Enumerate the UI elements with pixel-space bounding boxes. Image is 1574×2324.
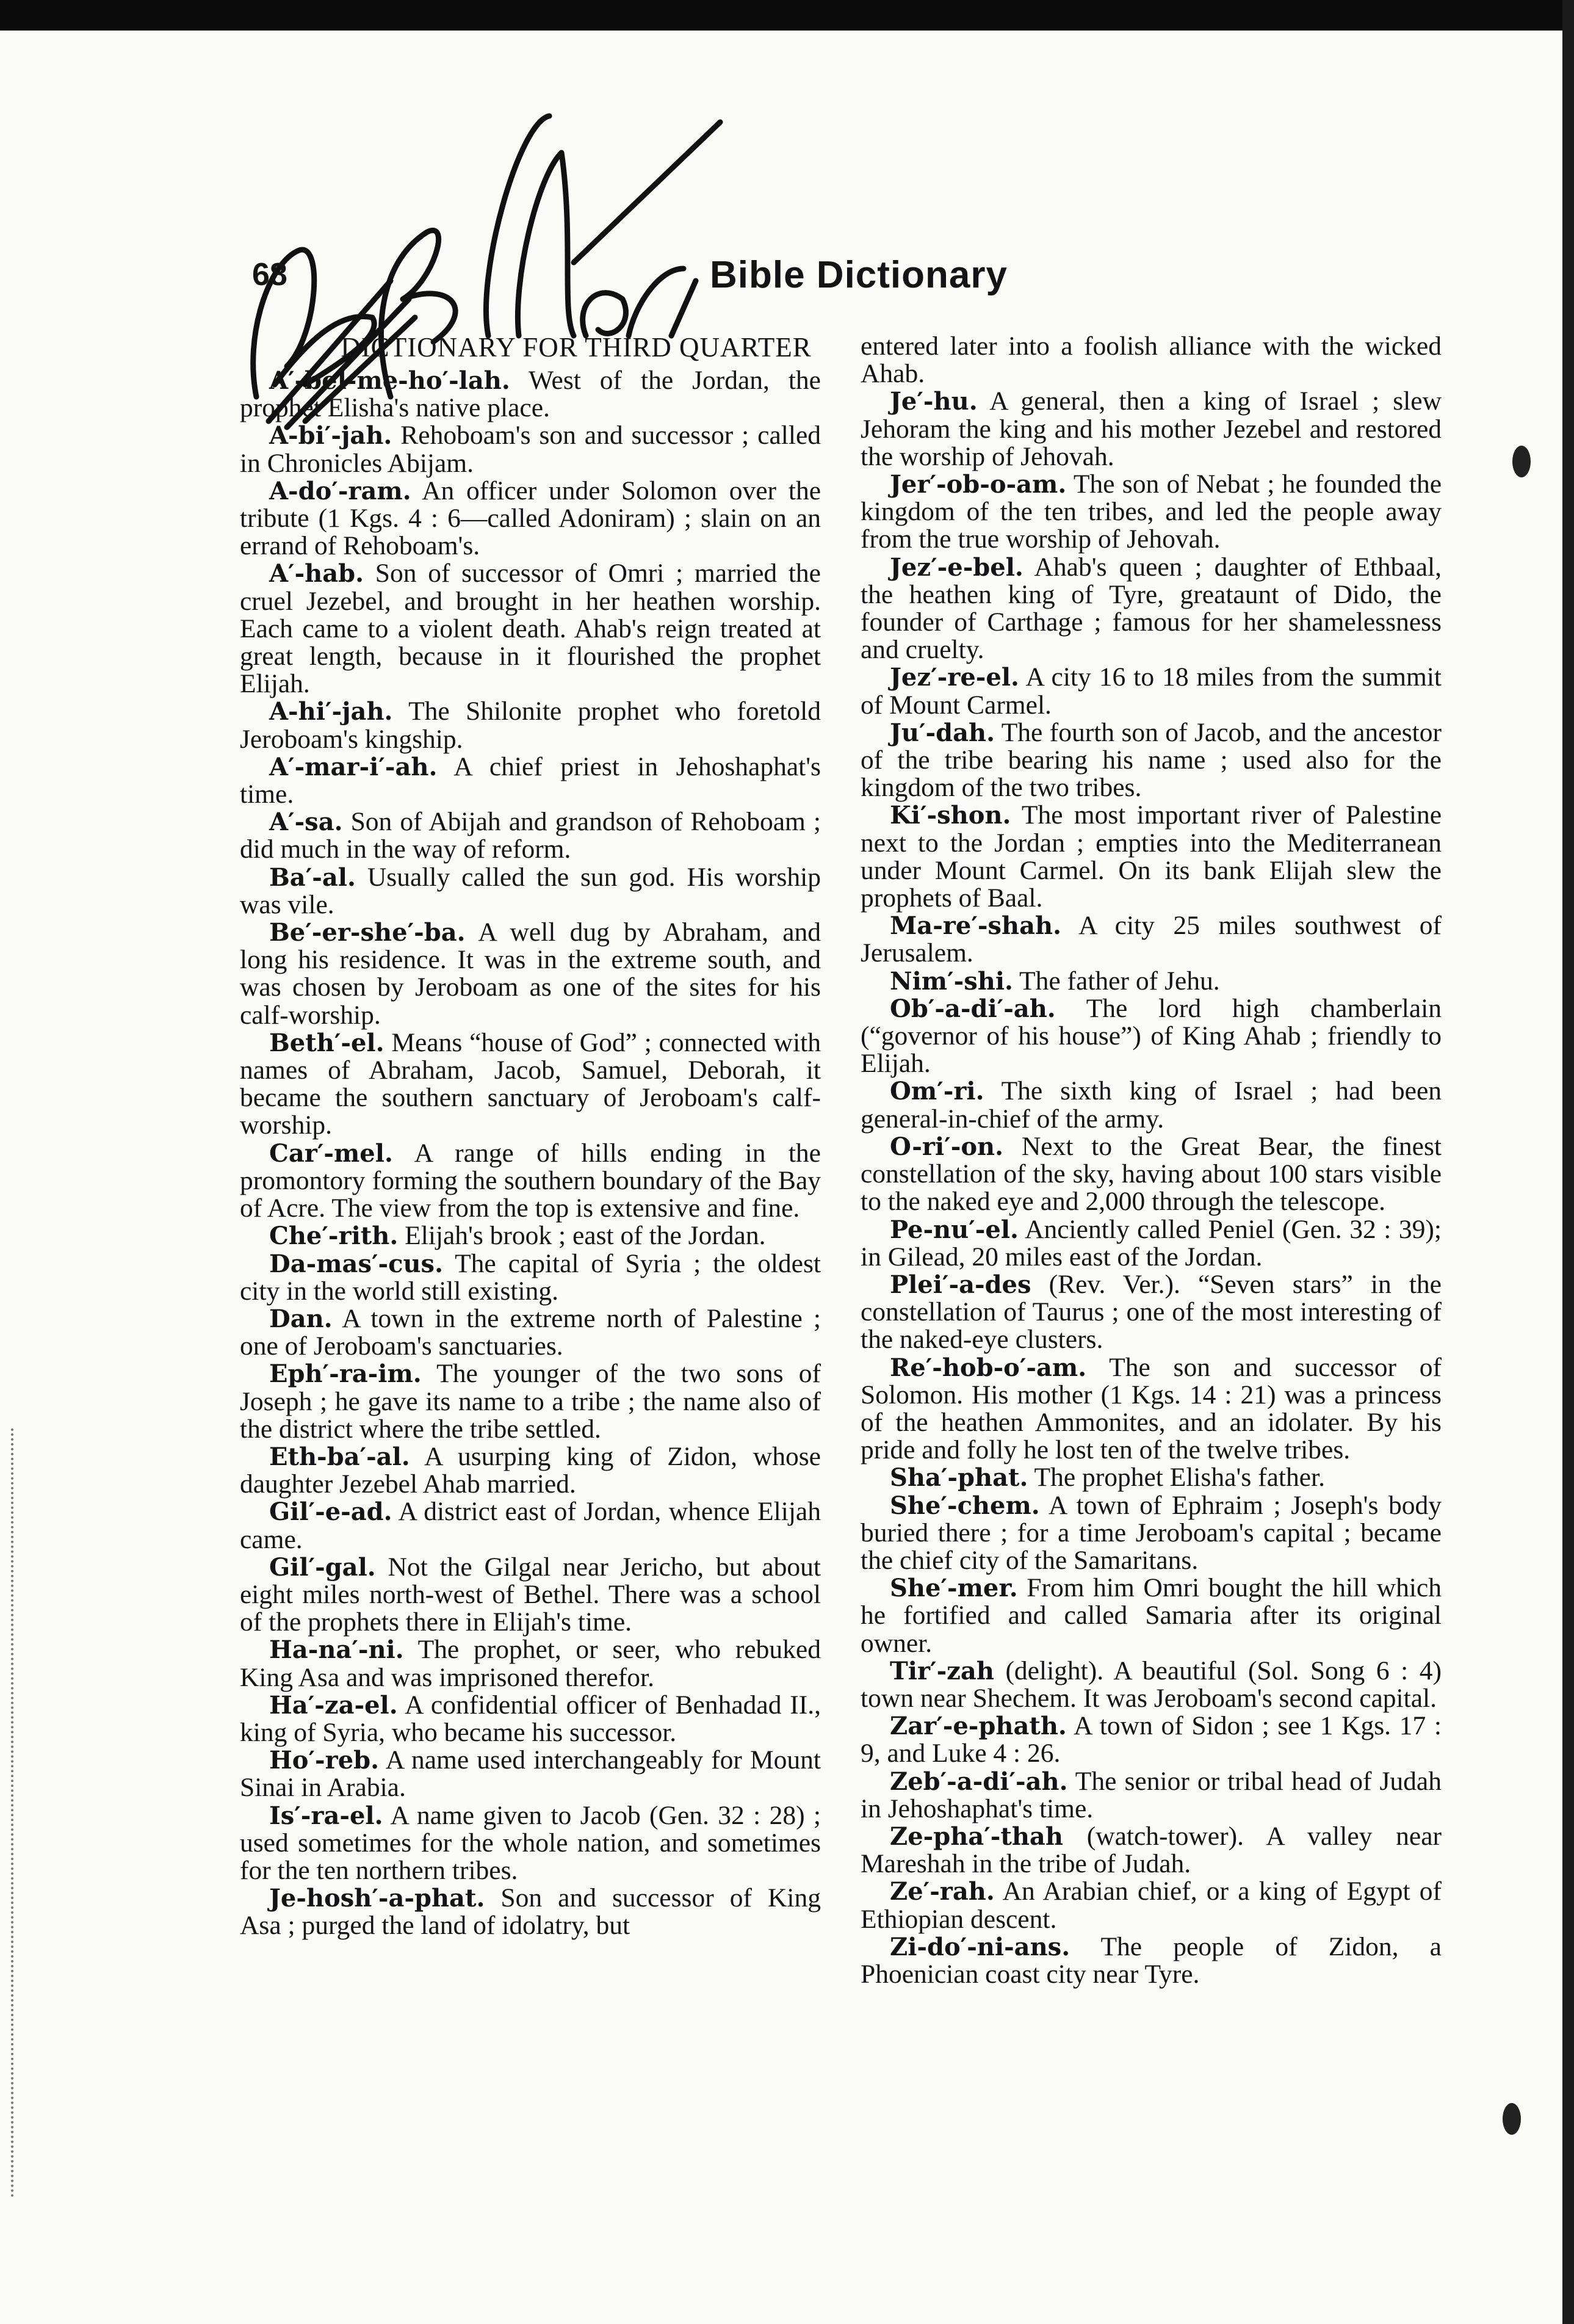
entry-headword: Jez′-re-el. — [890, 663, 1019, 692]
entry-headword: Sha′-phat. — [890, 1463, 1028, 1493]
dictionary-entry — [861, 995, 1442, 1078]
binding-hole-mark — [1503, 2103, 1521, 2135]
dictionary-entry — [240, 1360, 821, 1443]
section-heading: DICTIONARY FOR THIRD QUARTER — [341, 332, 812, 363]
dictionary-entry — [861, 1216, 1442, 1271]
entry-definition: The capital of Syria ; the oldest city in the world still existing. — [240, 1248, 821, 1306]
entry-headword: O-ri′-on. — [890, 1132, 1004, 1161]
entry-definition: West of the Jordan, the prophet Elisha's native place. — [240, 366, 821, 423]
dictionary-entry — [861, 471, 1442, 554]
dictionary-entry — [240, 560, 821, 698]
entry-headword: A′-hab. — [269, 559, 364, 588]
dictionary-entry — [861, 1574, 1442, 1657]
entry-headword: She′-chem. — [890, 1491, 1040, 1520]
entry-headword: Ha-na′-ni. — [269, 1635, 404, 1665]
entry-definition: The most important river of Palestine next to the Jordan ; empties into the Mediterranean under Mount Carmel. On its bank Elijah slew the prophets of Baal. — [861, 800, 1442, 913]
entry-headword: Beth′-el. — [269, 1028, 384, 1057]
dictionary-entry — [861, 912, 1442, 967]
entry-definition: A town of Ephraim ; Joseph's body buried there ; for a time Jeroboam's capital ; became the chief city of the Samaritans. — [861, 1490, 1442, 1575]
dictionary-entry — [240, 698, 821, 753]
dictionary-entry — [861, 1354, 1442, 1464]
entry-definition: The sixth king of Israel ; had been general-in-chief of the army. — [861, 1076, 1442, 1134]
entry-definition: The father of Jehu. — [1013, 966, 1220, 996]
entry-definition: From him Omri bought the hill which he fortified and called Samaria after its original owner. — [861, 1573, 1442, 1658]
running-head: Bible Dictionary — [710, 254, 1008, 296]
entry-definition: The fourth son of Jacob, and the ancestor of the tribe bearing his name ; used also for the kingdom of the two tribes. — [861, 717, 1442, 803]
entry-headword: Nim′-shi. — [890, 966, 1013, 996]
dictionary-entry — [861, 719, 1442, 802]
entry-definition: The Shilonite prophet who foretold Jeroboam's kingship. — [240, 697, 821, 754]
entry-headword: Da-mas′-cus. — [269, 1249, 443, 1278]
dictionary-entry — [861, 1464, 1442, 1491]
entry-headword: Jer′-ob-o-am. — [890, 470, 1067, 499]
dictionary-entry — [240, 808, 821, 863]
dictionary-entry — [240, 1140, 821, 1223]
dictionary-entry — [861, 554, 1442, 664]
dictionary-entry — [861, 1271, 1442, 1354]
entry-headword: Be′-er-she′-ba. — [269, 918, 466, 947]
entry-headword: She′-mer. — [890, 1574, 1018, 1603]
entry-definition: The senior or tribal head of Judah in Jehoshaphat's time. — [861, 1766, 1442, 1823]
dictionary-entry — [861, 1492, 1442, 1575]
dictionary-entry — [240, 1747, 821, 1801]
scan-top-border — [0, 0, 1574, 31]
entry-definition: Rehoboam's son and successor ; called in Chronicles Abijam. — [240, 421, 821, 478]
dictionary-entry — [861, 664, 1442, 719]
dictionary-entry — [240, 1884, 821, 1939]
dictionary-entry — [240, 1222, 821, 1250]
entry-definition: The prophet, or seer, who rebuked King Asa and was imprisoned therefor. — [240, 1635, 821, 1692]
scan-margin-specks — [11, 1428, 16, 2198]
entry-definition: A city 16 to 18 miles from the summit of Mount Carmel. — [861, 662, 1442, 720]
entry-headword: Gil′-e-ad. — [269, 1497, 392, 1527]
dictionary-entry — [240, 753, 821, 808]
dictionary-entry — [240, 422, 821, 477]
entry-definition: Ahab's queen ; daughter of Ethbaal, the heathen king of Tyre, greataunt of Dido, the founder of Carthage ; famous for her shamelessness and cruelty. — [861, 552, 1442, 665]
entry-definition: Not the Gilgal near Jericho, but about eight miles north-west of Bethel. There was a school of the prophets there in Elijah's time. — [240, 1552, 821, 1637]
dictionary-entry — [240, 1554, 821, 1637]
entry-headword: A-hi′-jah. — [269, 697, 393, 726]
entry-definition: The son and successor of Solomon. His mother (1 Kgs. 14 : 21) was a princess of the heathen Ammonites, and an idolater. By his pride and folly he lost ten of the twelve tribes. — [861, 1352, 1442, 1465]
entry-definition: A town of Sidon ; see 1 Kgs. 17 : 9, and Luke 4 : 26. — [861, 1711, 1442, 1768]
entry-headword: Zar′-e-phath. — [890, 1712, 1067, 1741]
entry-headword: A-do′-ram. — [269, 476, 411, 505]
entry-headword: A′-mar-i′-ah. — [269, 752, 438, 781]
entry-headword: Om′-ri. — [890, 1077, 984, 1106]
entry-headword: Ob′-a-di′-ah. — [890, 994, 1056, 1023]
entry-headword: Ha′-za-el. — [269, 1690, 398, 1720]
entry-definition: The son of Nebat ; he founded the kingdom of the ten tribes, and led the people away from the true worship of Jehovah. — [861, 469, 1442, 554]
entry-definition: The younger of the two sons of Joseph ; he gave its name to a tribe ; the name also of the district where the tribe settled. — [240, 1359, 821, 1444]
entry-definition: A name given to Jacob (Gen. 32 : 28) ; used sometimes for the whole nation, and sometimes for the ten northern tribes. — [240, 1800, 821, 1885]
entry-definition: Means “house of God” ; connected with names of Abraham, Jacob, Samuel, Deborah, it became the southern sanctuary of Jeroboam's calf-worship. — [240, 1027, 821, 1140]
entry-definition: Usually called the sun god. His worship was vile. — [240, 862, 821, 919]
dictionary-entry — [240, 1802, 821, 1885]
entry-headword: Re′-hob-o′-am. — [890, 1353, 1087, 1382]
dictionary-entry — [861, 802, 1442, 912]
dictionary-entry — [861, 1823, 1442, 1878]
dictionary-entry — [861, 388, 1442, 471]
entry-headword: Ze-pha′-thah — [890, 1822, 1063, 1851]
entry-definition: Elijah's brook ; east of the Jordan. — [398, 1221, 766, 1251]
entry-headword: Je-hosh′-a-phat. — [269, 1884, 485, 1913]
entry-definition: A confidential officer of Benhadad II., king of Syria, who became his successor. — [240, 1690, 821, 1747]
entry-definition: Son of successor of Omri ; married the cruel Jezebel, and brought in her heathen worship. Each came to a violent death. Ahab's reign treated at great length, because in it flourished the prophet Elijah. — [240, 559, 821, 699]
entry-headword: Ma-re′-shah. — [890, 911, 1061, 941]
dictionary-entry — [240, 1443, 821, 1498]
entry-definition: A general, then a king of Israel ; slew Jehoram the king and his mother Jezebel and restored the worship of Jehovah. — [861, 386, 1442, 471]
entry-definition: Son of Abijah and grandson of Rehoboam ; did much in the way of reform. — [240, 807, 821, 864]
entry-headword: Car′-mel. — [269, 1138, 393, 1168]
dictionary-entry — [240, 864, 821, 919]
dictionary-entry — [240, 1636, 821, 1691]
entry-headword: Tir′-zah — [890, 1656, 994, 1685]
entry-headword: Che′-rith. — [269, 1222, 399, 1251]
entry-definition: Next to the Great Bear, the finest constellation of the sky, having about 100 stars visible to the naked eye and 2,000 through the telescope. — [861, 1131, 1442, 1217]
entry-headword: Ze′-rah. — [890, 1877, 995, 1906]
page-number: 68 — [252, 257, 287, 292]
entry-definition: A usurping king of Zidon, whose daughter Jezebel Ahab married. — [240, 1441, 821, 1499]
dictionary-entry — [861, 1657, 1442, 1712]
dictionary-entry — [240, 1029, 821, 1140]
entry-definition: The prophet Elisha's father. — [1028, 1463, 1326, 1493]
entry-definition: A name used interchangeably for Mount Sinai in Arabia. — [240, 1745, 821, 1803]
entry-definition: A district east of Jordan, whence Elijah came. — [240, 1497, 821, 1554]
right-entries — [861, 388, 1442, 1988]
right-column — [861, 333, 1442, 1988]
dictionary-entry — [240, 1692, 821, 1747]
entry-headword: Je′-hu. — [890, 387, 978, 416]
entry-headword: Dan. — [269, 1304, 333, 1333]
entry-headword: Is′-ra-el. — [269, 1801, 383, 1830]
entry-headword: Ju′-dah. — [890, 718, 995, 747]
dictionary-entry — [240, 919, 821, 1029]
dictionary-entry — [240, 1250, 821, 1305]
entry-definition: Anciently called Peniel (Gen. 32 : 39); in Gilead, 20 miles east of the Jordan. — [861, 1214, 1442, 1272]
binding-hole-mark — [1512, 446, 1531, 477]
left-entries — [240, 367, 821, 1940]
entry-headword: Jez′-e-bel. — [890, 552, 1023, 582]
dictionary-entry — [861, 1133, 1442, 1216]
entry-definition: Son and successor of King Asa ; purged the land of idolatry, but — [240, 1883, 821, 1941]
entry-definition: A range of hills ending in the promontory forming the southern boundary of the Bay of Acre. The view from the top is extensive and fine. — [240, 1138, 821, 1223]
entry-headword: Zi-do′-ni-ans. — [890, 1932, 1070, 1961]
entry-headword: Pe-nu′-el. — [890, 1215, 1019, 1244]
entry-definition: A well dug by Abraham, and long his residence. It was in the extreme south, and was chosen by Jeroboam as one of the sites for his calf-worship. — [240, 918, 821, 1030]
entry-headword: A′-sa. — [269, 808, 343, 837]
entry-definition: A town in the extreme north of Palestine ; one of Jeroboam's sanctuaries. — [240, 1303, 821, 1361]
entry-headword: Ho′-reb. — [269, 1746, 380, 1775]
dictionary-entry — [240, 477, 821, 560]
left-column — [240, 333, 821, 1940]
dictionary-entry — [861, 1077, 1442, 1132]
entry-definition: A city 25 miles southwest of Jerusalem. — [861, 911, 1442, 968]
entry-headword: Eth-ba′-al. — [269, 1442, 410, 1471]
dictionary-entry — [861, 1878, 1442, 1933]
dictionary-entry — [861, 1712, 1442, 1767]
entry-headword: Zeb′-a-di′-ah. — [890, 1767, 1068, 1796]
dictionary-entry — [240, 1498, 821, 1553]
entry-headword: Plei′-a-des — [890, 1270, 1031, 1299]
entry-headword: A′-bel-me-ho′-lah. — [269, 366, 510, 395]
continued-entry: entered later into a foolish alliance with the wicked Ahab. — [861, 331, 1442, 389]
dictionary-entry — [861, 968, 1442, 995]
entry-definition: A chief priest in Jehoshaphat's time. — [240, 751, 821, 809]
dictionary-entry — [240, 367, 821, 422]
entry-definition: The lord high chamberlain (“governor of his house”) of King Ahab ; friendly to Elijah. — [861, 993, 1442, 1079]
entry-headword: Ba′-al. — [269, 863, 356, 892]
dictionary-entry — [240, 1305, 821, 1360]
entry-definition: (watch-tower). A valley near Mareshah in the tribe of Judah. — [861, 1821, 1442, 1879]
entry-definition: (Rev. Ver.). “Seven stars” in the constellation of Taurus ; one of the most interesting of the naked-eye clusters. — [861, 1269, 1442, 1355]
dictionary-entry — [861, 1933, 1442, 1988]
entry-headword: Eph′-ra-im. — [269, 1359, 422, 1389]
entry-definition: The people of Zidon, a Phoenician coast city near Tyre. — [861, 1931, 1442, 1989]
scan-right-border — [1562, 0, 1574, 2324]
entry-headword: Gil′-gal. — [269, 1552, 376, 1582]
entry-headword: A-bi′-jah. — [269, 421, 392, 451]
entry-definition: An officer under Solomon over the tribute (1 Kgs. 4 : 6—called Adoniram) ; slain on an errand of Rehoboam's. — [240, 476, 821, 561]
entry-definition: An Arabian chief, or a king of Egypt of Ethiopian descent. — [861, 1877, 1442, 1934]
entry-headword: Ki′-shon. — [890, 801, 1011, 830]
dictionary-entry — [861, 1768, 1442, 1823]
entry-definition: (delight). A beautiful (Sol. Song 6 : 4) town near Shechem. It was Jeroboam's second capital. — [861, 1656, 1442, 1713]
